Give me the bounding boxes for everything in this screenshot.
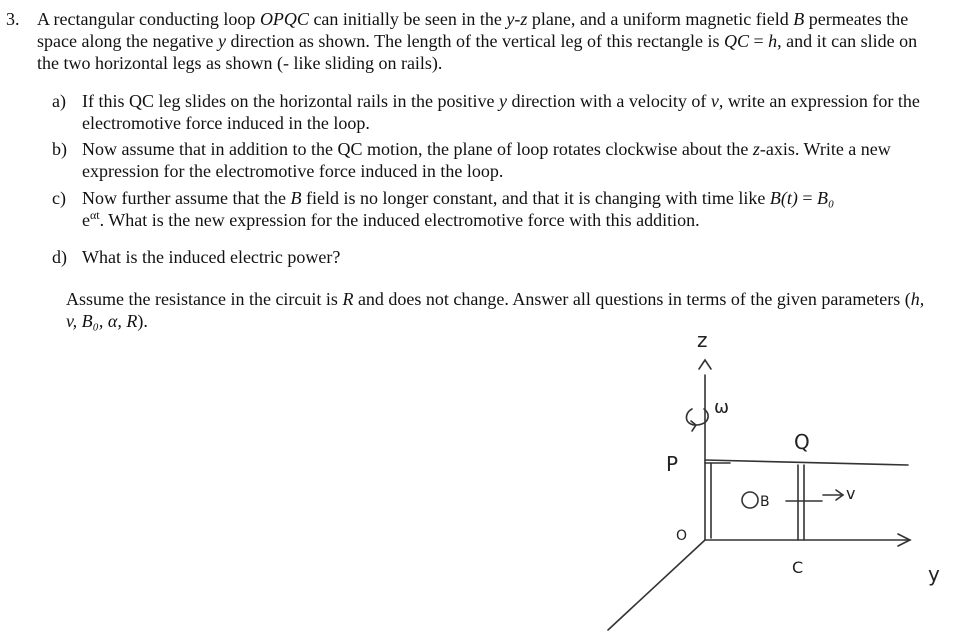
loop-diagram [580,328,973,634]
assumption-text: Assume the resistance in the circuit is R and does not change. Answer all questions in terms of the given parameters (h, v, B₀, α, R). [66,289,925,331]
part-label: a) [52,91,66,111]
part-text: What is the induced electric power? [82,247,341,267]
problem-stem: A rectangular conducting loop OPQC can initially be seen in the y-z plane, and a uniform magnetic field B permeates the space along the negative y direction as shown. The length of the vertical leg of this rectangle is QC = h, and it can slide on the two horizontal legs as shown (- like sliding on rails). [37,9,918,73]
label-b: B [760,494,770,510]
label-y: y [928,562,940,586]
z-axis-arrow [699,360,711,369]
part-label: d) [52,247,67,267]
part-label: c) [52,188,66,208]
label-q: Q [794,430,810,454]
part-text: If this QC leg slides on the horizontal rails in the positive y direction with a velocity of v, write an expression for the electromotive force induced in the loop. [82,91,920,133]
top-rail [705,460,908,465]
x-axis-line [608,540,705,630]
label-omega: ω [714,397,730,418]
diagram-svg [580,335,973,634]
label-v: v [846,484,856,503]
part-label: b) [52,139,67,159]
problem-number: 3. [6,9,20,29]
label-z: z [697,328,708,352]
b-field-symbol [742,492,758,508]
part-text: Now assume that in addition to the QC motion, the plane of loop rotates clockwise about the z-axis. Write a new expression for the electromotive force induced in the loop. [82,139,891,181]
label-p: P [666,452,679,476]
label-o: O [676,528,688,544]
part-text: Now further assume that the B field is no longer constant, and that it is changing with time like B(t) = B₀ $e^{\alpha t}$. What is the new expression for the induced electromotive force with this addition. [82,188,835,230]
label-c: C [792,558,804,577]
